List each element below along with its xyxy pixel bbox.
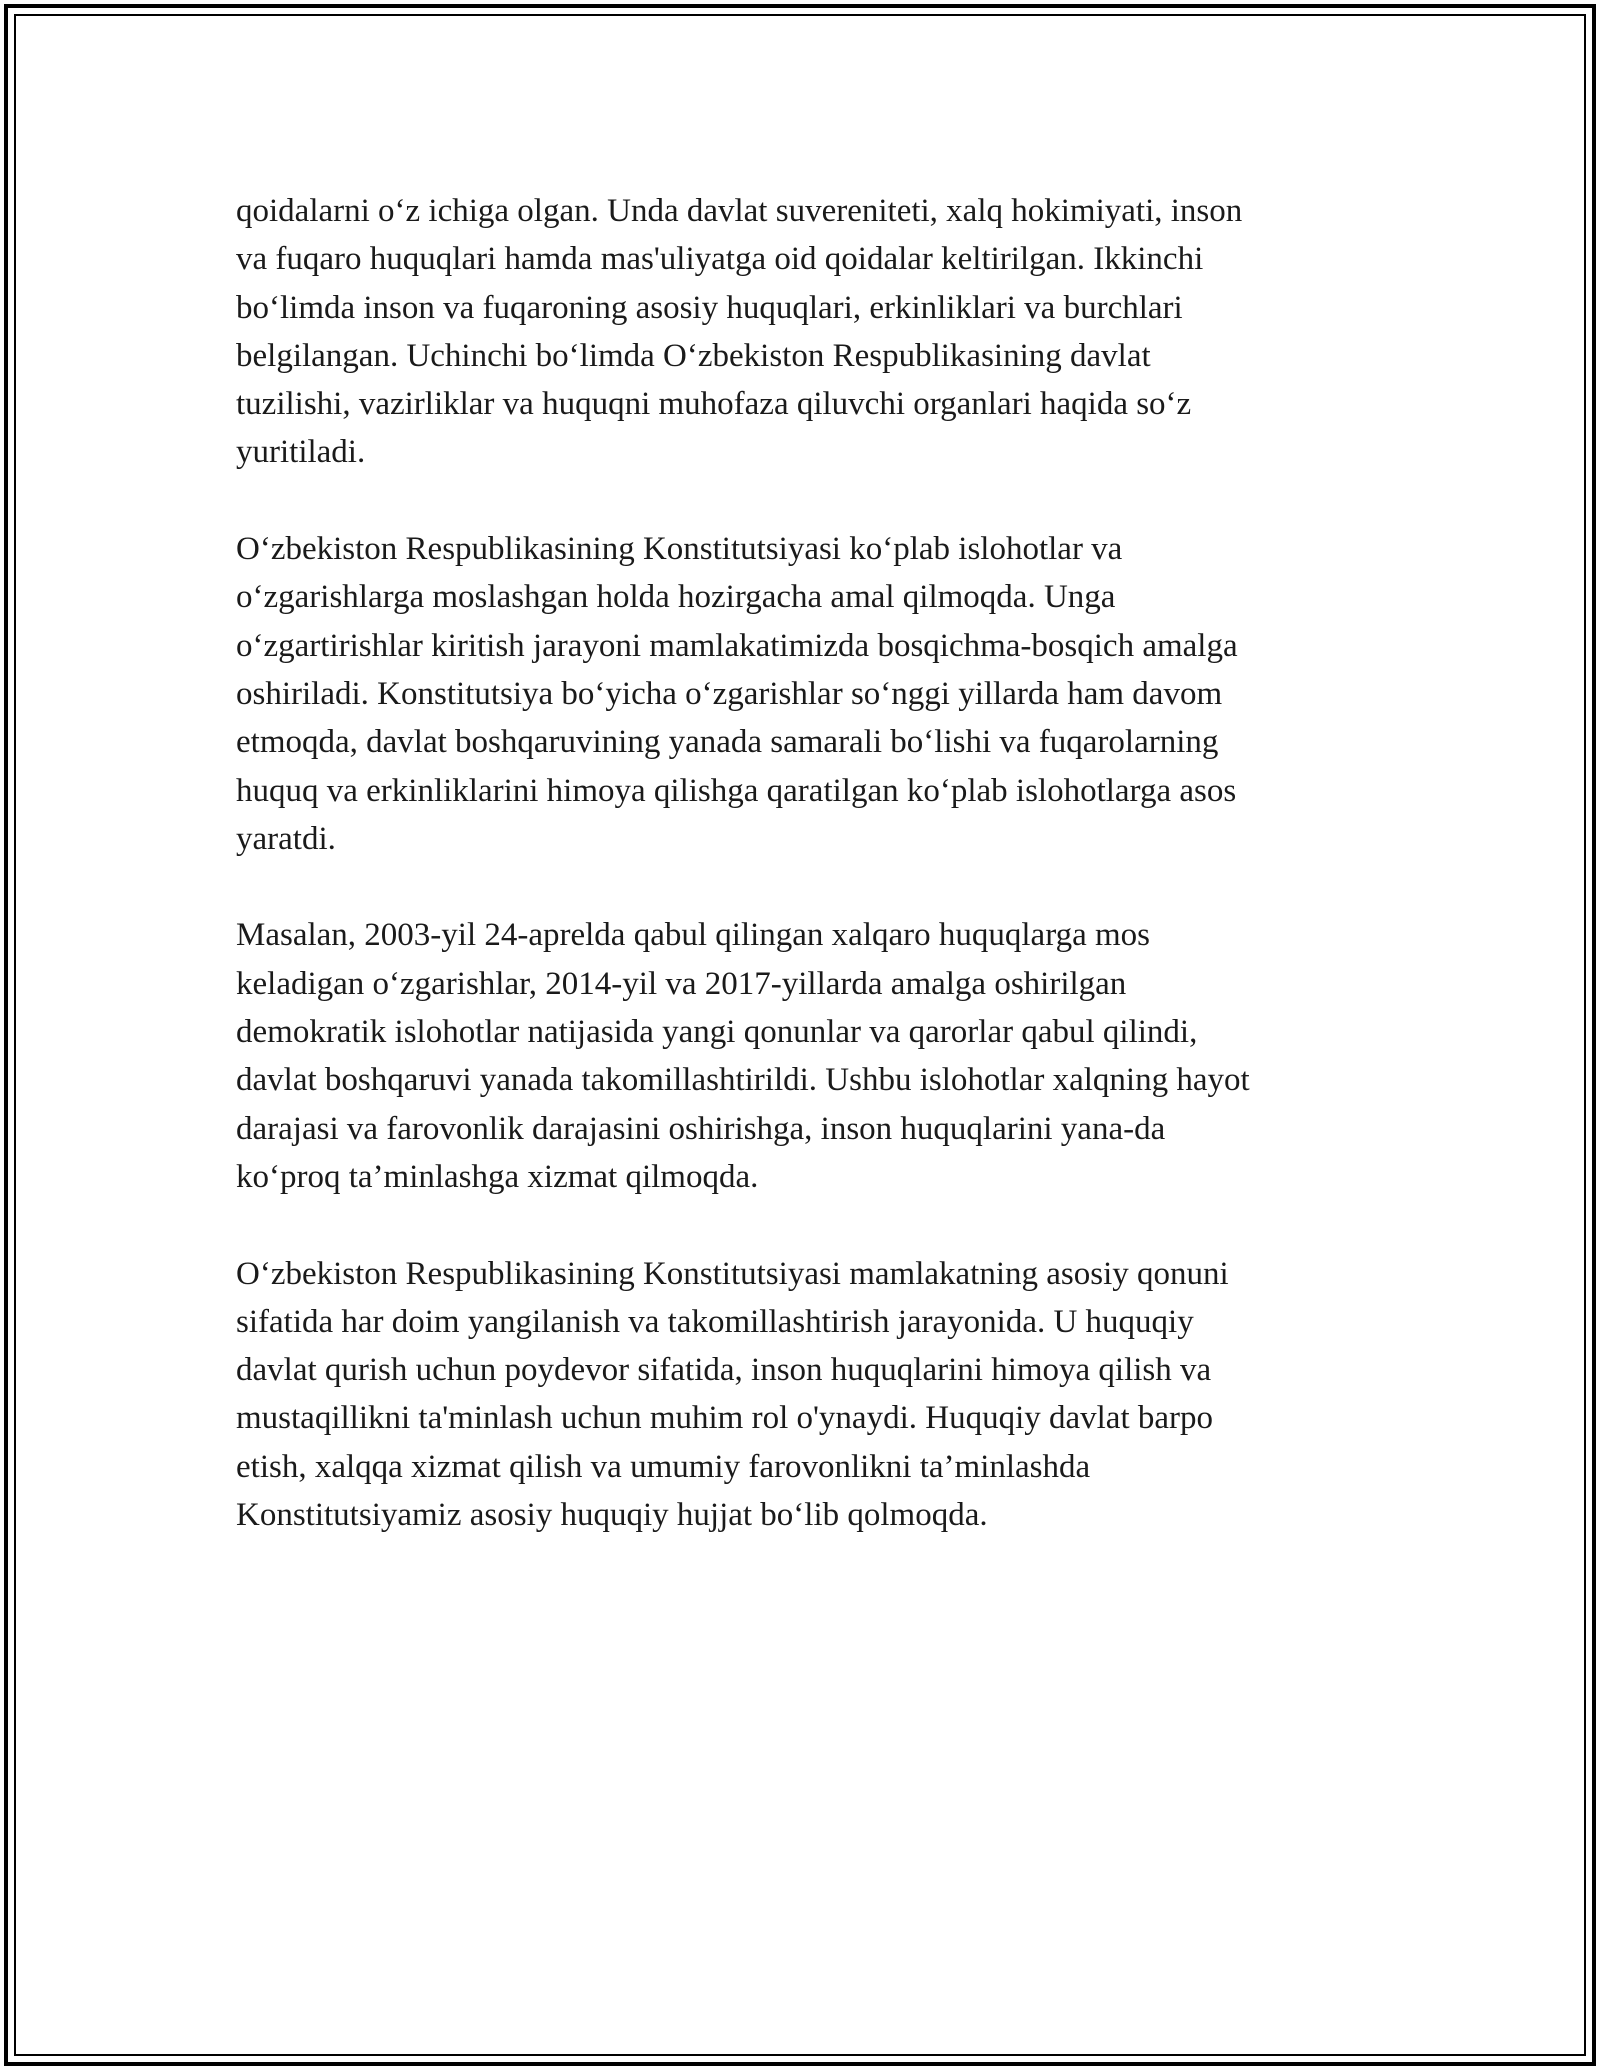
text-line: keladigan o‘zgarishlar, 2014-yil va 2017-yillarda amalga oshirilgan [236, 965, 1127, 1002]
text-line: O‘zbekiston Respublikasining Konstitutsiyasi ko‘plab islohotlar va [236, 531, 1123, 568]
paragraph-4 [236, 1250, 1376, 1540]
text-line: tuzilishi, vazirliklar va huquqni muhofaza qiluvchi organlari haqida so‘z [236, 386, 1192, 423]
text-line: bo‘limda inson va fuqaroning asosiy huquqlari, erkinliklari va burchlari [236, 289, 1183, 326]
paragraph-2 [236, 525, 1376, 863]
text-line: ko‘proq ta’minlashga xizmat qilmoqda. [236, 1158, 759, 1195]
text-line: demokratik islohotlar natijasida yangi qonunlar va qarorlar qabul qilindi, [236, 1014, 1198, 1051]
text-line: davlat boshqaruvi yanada takomillashtirildi. Ushbu islohotlar xalqning hayot [236, 1062, 1250, 1099]
text-line: yuritiladi. [236, 434, 366, 471]
text-line: Konstitutsiyamiz asosiy huquqiy hujjat bo‘lib qolmoqda. [236, 1497, 988, 1534]
paragraph-3 [236, 911, 1376, 1201]
text-line: va fuqaro huquqlari hamda mas'uliyatga oid qoidalar keltirilgan. Ikkinchi [236, 241, 1204, 278]
text-line: sifatida har doim yangilanish va takomillashtirish jarayonida. U huquqiy [236, 1303, 1194, 1340]
text-line: O‘zbekiston Respublikasining Konstitutsiyasi mamlakatning asosiy qonuni [236, 1255, 1229, 1292]
paragraph-1 [236, 187, 1376, 477]
text-line: darajasi va farovonlik darajasini oshirishga, inson huquqlarini yana-da [236, 1110, 1166, 1147]
text-line: Masalan, 2003-yil 24-aprelda qabul qilingan xalqaro huquqlarga mos [236, 917, 1150, 954]
text-line: yaratdi. [236, 820, 336, 857]
document-body [236, 187, 1376, 1539]
text-line: huquq va erkinliklarini himoya qilishga qaratilgan ko‘plab islohotlarga asos [236, 772, 1237, 809]
text-line: davlat qurish uchun poydevor sifatida, inson huquqlarini himoya qilish va [236, 1352, 1212, 1389]
text-line: oshiriladi. Konstitutsiya bo‘yicha o‘zgarishlar so‘nggi yillarda ham davom [236, 675, 1223, 712]
text-line: qoidalarni o‘z ichiga olgan. Unda davlat suvereniteti, xalq hokimiyati, inson [236, 193, 1243, 229]
text-line: o‘zgarishlarga moslashgan holda hozirgacha amal qilmoqda. Unga [236, 579, 1116, 616]
text-line: belgilangan. Uchinchi bo‘limda O‘zbekiston Respublikasining davlat [236, 337, 1151, 374]
text-line: o‘zgartirishlar kiritish jarayoni mamlakatimizda bosqichma-bosqich amalga [236, 627, 1238, 664]
text-line: etmoqda, davlat boshqaruvining yanada samarali bo‘lishi va fuqarolarning [236, 724, 1219, 761]
text-line: mustaqillikni ta'minlash uchun muhim rol o'ynaydi. Huquqiy davlat barpo [236, 1400, 1214, 1437]
text-line: etish, xalqqa xizmat qilish va umumiy farovonlikni ta’minlashda [236, 1448, 1091, 1485]
